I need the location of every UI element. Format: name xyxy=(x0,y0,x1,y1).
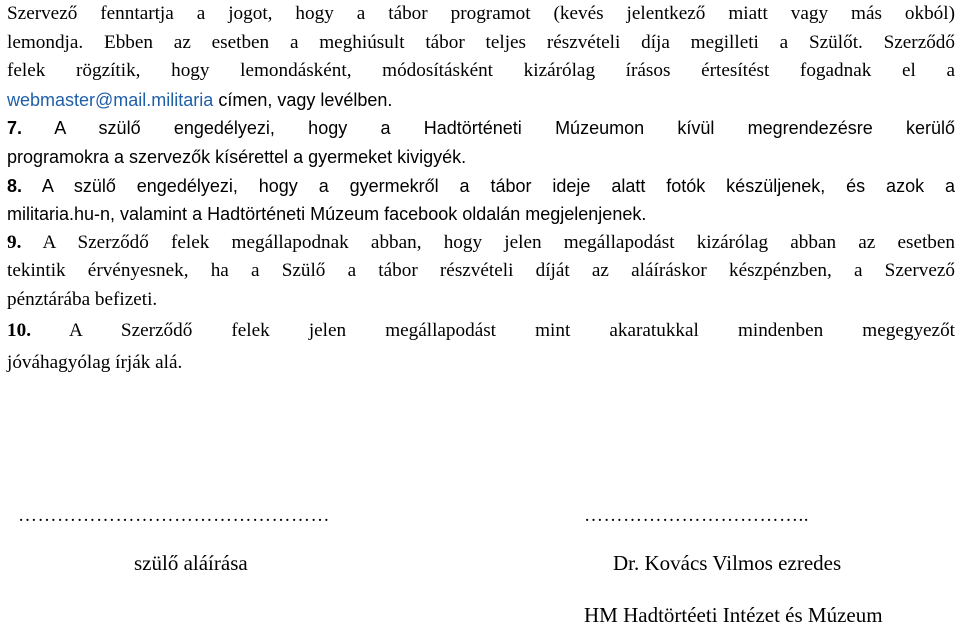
officer-name: Dr. Kovács Vilmos ezredes xyxy=(613,551,842,575)
paragraph-9-line-2: tekintik érvényesnek, ha a Szülő a tábor részvételi díját az aláíráskor készpénzben, a Szervező xyxy=(7,260,955,282)
paragraph-10-number: 10. xyxy=(7,319,31,341)
paragraph-7-line-2: programokra a szervezők kísérettel a gyermeket kivigyék. xyxy=(7,146,467,167)
paragraph-6-line-4 xyxy=(7,86,955,115)
paragraph-9-number: 9. xyxy=(7,231,22,253)
paragraph-6-line-2: lemondja. Ebben az esetben a meghiúsult tábor teljes részvételi díja megilleti a Szülőt. Szerződő xyxy=(7,31,955,53)
paragraph-6-line-4-text: címen, vagy levélben. xyxy=(213,89,393,110)
email-link[interactable]: webmaster@mail.militaria xyxy=(7,89,214,110)
paragraph-10-text: A Szerződő felek jelen megállapodást mint akaratukkal mindenben megegyezőt xyxy=(30,319,955,341)
paragraph-7-line-1 xyxy=(7,114,955,143)
institution-name: HM Hadtörtéeti Intézet és Múzeum xyxy=(584,603,883,627)
paragraph-10-line-2: jóváhagyólag írják alá. xyxy=(7,351,183,373)
paragraph-9-line-1 xyxy=(7,229,955,258)
paragraph-6-line-1: Szervező fenntartja a jogot, hogy a tábor programot (kevés jelentkező miatt vagy más okból) xyxy=(7,3,955,24)
officer-signature-line: …………………………….. xyxy=(584,505,809,526)
paragraph-9-line-3: pénztárába befizeti. xyxy=(7,288,158,310)
paragraph-9-text: A Szerződő felek megállapodnak abban, hogy jelen megállapodást kizárólag abban az esetben xyxy=(21,231,955,253)
paragraph-10-line-1 xyxy=(7,315,955,347)
paragraph-6-line-3: felek rögzítik, hogy lemondásként, módosításként kizárólag írásos értesítést fogadnak el a xyxy=(7,60,955,82)
paragraph-8-line-1 xyxy=(7,172,955,201)
paragraph-7-number: 7. xyxy=(7,118,23,139)
paragraph-8-text: A szülő engedélyezi, hogy a gyermekről a tábor ideje alatt fotók készüljenek, és azok a xyxy=(22,175,955,196)
parent-signature-label: szülő aláírása xyxy=(134,551,248,575)
paragraph-7-text: A szülő engedélyezi, hogy a Hadtörténeti Múzeumon kívül megrendezésre kerülő xyxy=(22,118,955,139)
paragraph-8-line-2: militaria.hu-n, valamint a Hadtörténeti Múzeum facebook oldalán megjelenjenek. xyxy=(7,204,647,225)
paragraph-8-number: 8. xyxy=(7,175,23,196)
parent-signature-line: ………………………………………… xyxy=(18,505,330,526)
contract-body xyxy=(7,0,955,379)
